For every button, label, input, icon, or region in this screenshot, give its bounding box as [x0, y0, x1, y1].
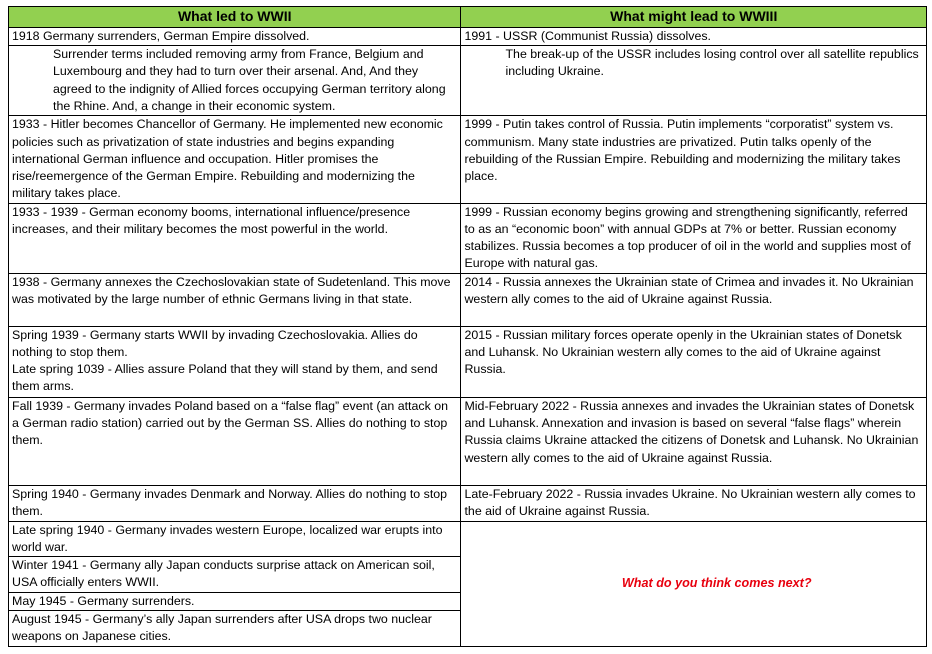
cell-left-late-spring-1940: Late spring 1940 - Germany invades western Europe, localized war erupts into world war. [9, 521, 461, 556]
cell-left-may-1945: May 1945 - Germany surrenders. [9, 592, 461, 610]
table-row [9, 326, 927, 397]
table-row [9, 116, 927, 203]
header-row [9, 7, 927, 28]
cell-left-august-1945: August 1945 - Germany’s ally Japan surrenders after USA drops two nuclear weapons on Japanese cities. [9, 610, 461, 646]
cell-right-1999-economy: 1999 - Russian economy begins growing and strengthening significantly, referred to as an “economic boon” with annual GDPs at 7% or better. Russian economy stabilizes. Russia becomes a top producer of oil in the world and supplies most of Europe with natural gas. [461, 203, 927, 273]
cell-left-1938-sudetenland: 1938 - Germany annexes the Czechoslovakian state of Sudetenland. This move was motivated by the large number of ethnic Germans living in that state. [9, 273, 461, 326]
cell-right-ussr-breakup: The break-up of the USSR includes losing control over all satellite republics including Ukraine. [461, 46, 927, 116]
cell-right-2014-crimea: 2014 - Russia annexes the Ukrainian state of Crimea and invades it. No Ukrainian western ally comes to the aid of Ukraine against Russia. [461, 273, 927, 326]
comparison-table [8, 6, 927, 647]
table-row [9, 203, 927, 273]
table-row [9, 397, 927, 485]
table-row [9, 521, 927, 556]
cell-left-1918: 1918 Germany surrenders, German Empire dissolved. [9, 28, 461, 46]
cell-right-prompt [461, 521, 927, 646]
cell-right-mid-feb-2022: Mid-February 2022 - Russia annexes and invades the Ukrainian states of Donetsk and Luhansk. Annexation and invasion is based on several “false flags” wherein Russia claims Ukraine attacked the citizens of Donetsk and Luhansk. No Ukrainian western ally comes to the aid of Ukraine against Russia. [461, 397, 927, 485]
cell-left-fall-1939: Fall 1939 - Germany invades Poland based on a “false flag” event (an attack on a German radio station) carried out by the German SS. Allies do nothing to stop them. [9, 397, 461, 485]
cell-right-1991: 1991 - USSR (Communist Russia) dissolves. [461, 28, 927, 46]
cell-left-surrender-terms: Surrender terms included removing army from France, Belgium and Luxembourg and they had to turn over their arsenal. And, And they agreed to the indignity of Allied forces occupying German territory along the Rhine. And, a change in their economic system. [9, 46, 461, 116]
table-row [9, 28, 927, 46]
late-spring-1039-text: Late spring 1039 - Allies assure Poland that they will stand by them, and send them arms. [12, 362, 438, 394]
table-row [9, 486, 927, 521]
cell-left-1933-1939-economy: 1933 - 1939 - German economy booms, international influence/presence increases, and their military becomes the most powerful in the world. [9, 203, 461, 273]
cell-left-1933-hitler: 1933 - Hitler becomes Chancellor of Germany. He implemented new economic policies such as privatization of state industries and begins expanding international German influence and occupation. Hitler promises the rise/reemergence of the German Empire. Rebuilding and modernizing the military takes place. [9, 116, 461, 203]
cell-left-spring-1940: Spring 1940 - Germany invades Denmark and Norway. Allies do nothing to stop them. [9, 486, 461, 521]
cell-left-winter-1941: Winter 1941 - Germany ally Japan conducts surprise attack on American soil, USA officially enters WWII. [9, 557, 461, 592]
table-row [9, 273, 927, 326]
cell-right-1999-putin: 1999 - Putin takes control of Russia. Putin implements “corporatist” system vs. communism. Many state industries are privatized. Putin talks openly of the rebuilding of the Russian Empire. Rebuilding and modernizing the military takes place. [461, 116, 927, 203]
cell-left-spring-1939 [9, 326, 461, 397]
table-row [9, 46, 927, 116]
header-right: What might lead to WWIII [461, 7, 927, 28]
header-left: What led to WWII [9, 7, 461, 28]
spring-1939-text: Spring 1939 - Germany starts WWII by invading Czechoslovakia. Allies do nothing to stop them. [12, 327, 418, 360]
cell-right-late-feb-2022: Late-February 2022 - Russia invades Ukraine. No Ukrainian western ally comes to the aid of Ukraine against Russia. [461, 486, 927, 521]
cell-right-2015-donetsk: 2015 - Russian military forces operate openly in the Ukrainian states of Donetsk and Luhansk. No Ukrainian western ally comes to the aid of Ukraine against Russia. [461, 326, 927, 397]
prompt-text: What do you think comes next? [621, 576, 812, 591]
